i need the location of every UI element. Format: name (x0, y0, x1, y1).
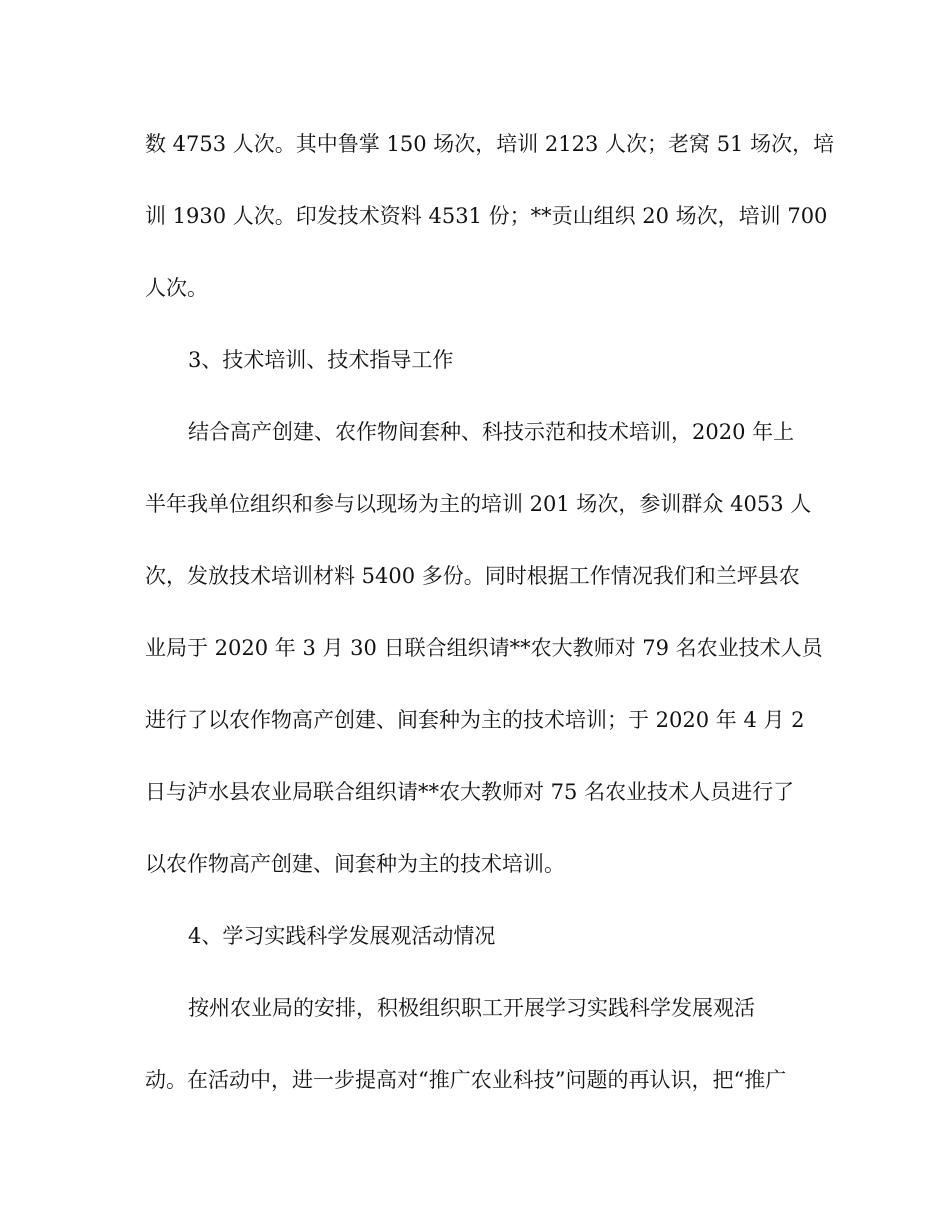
paragraph-line: 日与泸水县农业局联合组织请**农大教师对 75 名农业技术人员进行了 (145, 780, 795, 804)
paragraph-line: 半年我单位组织和参与以现场为主的培训 201 场次，参训群众 4053 人 (145, 492, 812, 516)
paragraph-line: 训 1930 人次。印发技术资料 4531 份；**贡山组织 20 场次，培训 700 (145, 204, 828, 228)
paragraph-line: 业局于 2020 年 3 月 30 日联合组织请**农大教师对 79 名农业技术人员 (145, 636, 823, 660)
paragraph-line: 次，发放技术培训材料 5400 多份。同时根据工作情况我们和兰坪县农 (145, 564, 800, 588)
paragraph-line: 进行了以农作物高产创建、间套种为主的技术培训；于 2020 年 4 月 2 (145, 708, 805, 732)
section-heading: 3、技术培训、技术指导工作 (188, 348, 454, 372)
paragraph-line: 按州农业局的安排，积极组织职工开展学习实践科学发展观活 (188, 996, 755, 1020)
paragraph-line: 数 4753 人次。其中鲁掌 150 场次，培训 2123 人次；老窝 51 场次，培 (145, 132, 835, 156)
section-heading: 4、学习实践科学发展观活动情况 (188, 924, 496, 948)
paragraph-line: 人次。 (145, 276, 208, 300)
paragraph-line: 动。在活动中，进一步提高对“推广农业科技”问题的再认识，把“推广 (145, 1068, 787, 1092)
paragraph-line: 结合高产创建、农作物间套种、科技示范和技术培训，2020 年上 (188, 420, 795, 444)
paragraph-line: 以农作物高产创建、间套种为主的技术培训。 (145, 852, 565, 876)
